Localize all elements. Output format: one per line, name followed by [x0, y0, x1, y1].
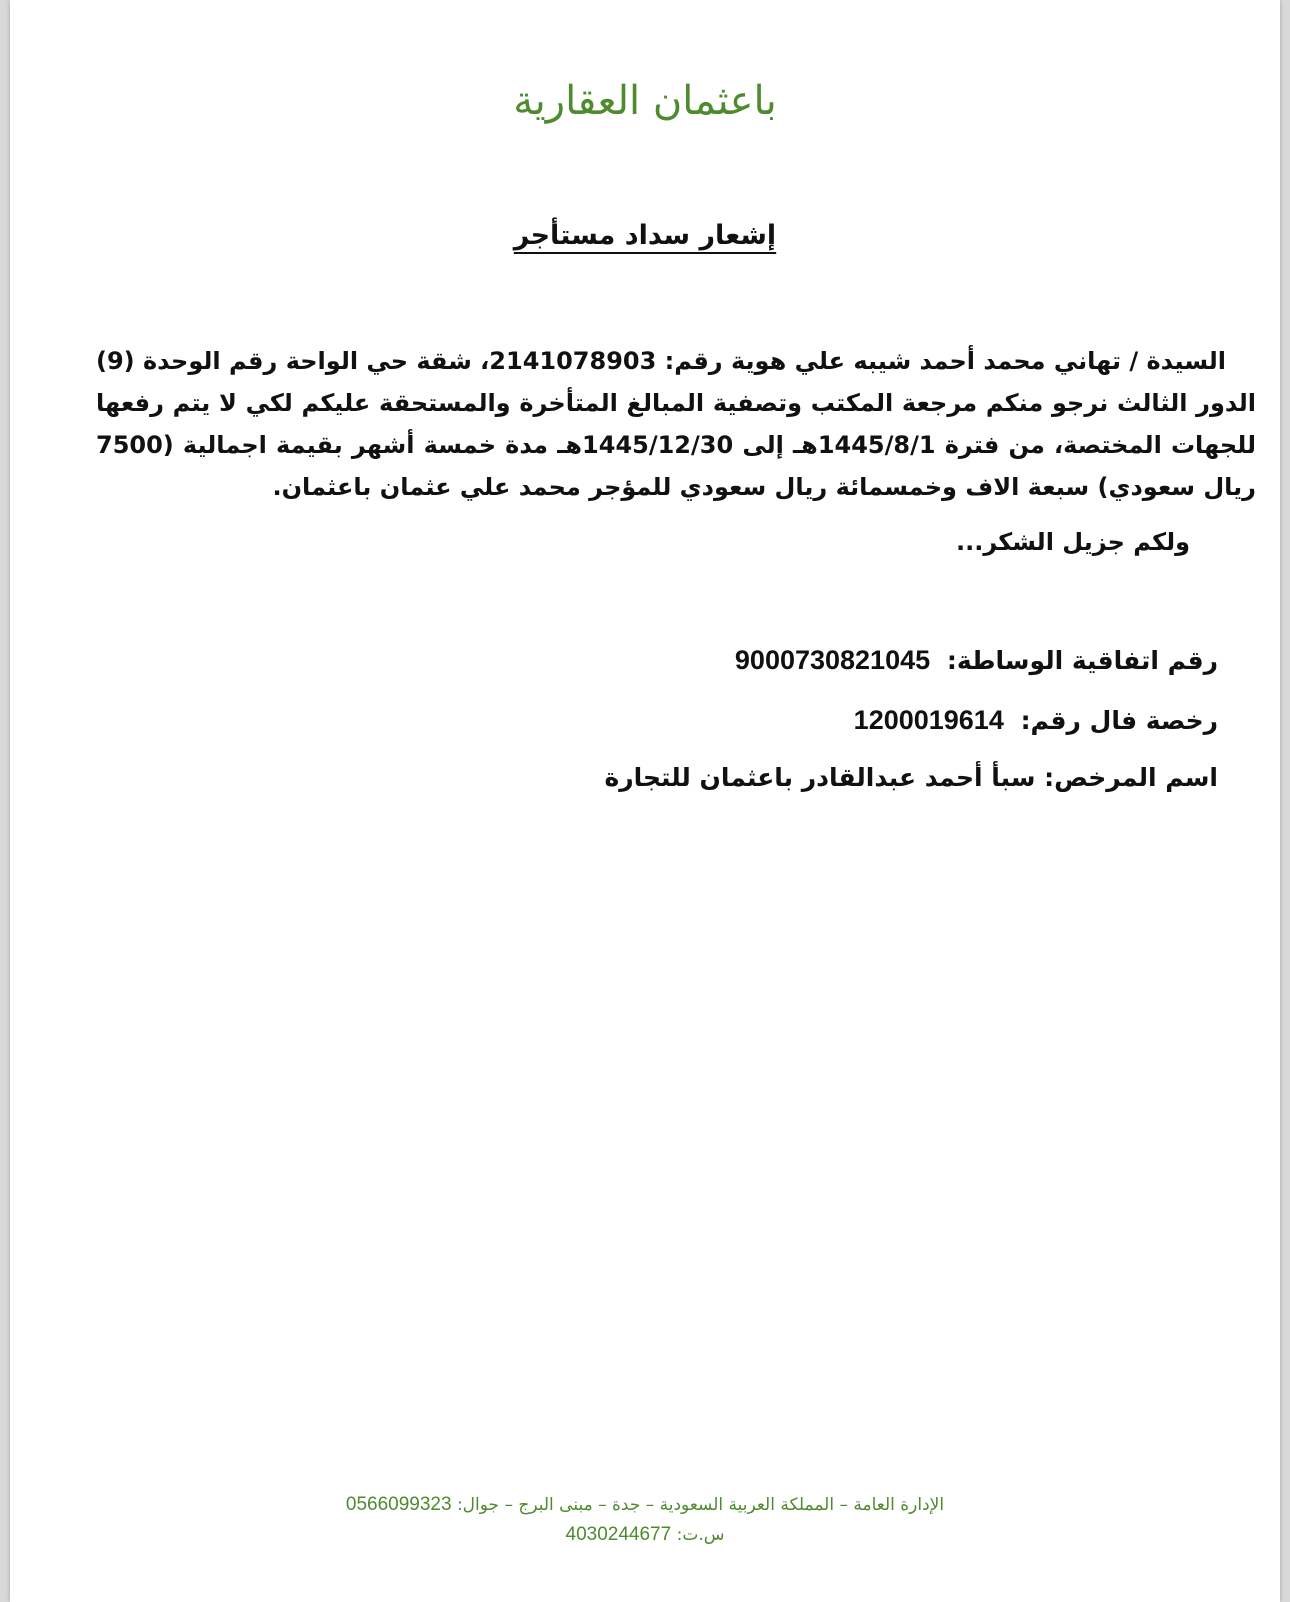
- document-title: [10, 220, 1280, 251]
- document-page: [10, 0, 1280, 1602]
- fal-license-line: [854, 705, 1218, 736]
- footer-cr-line: [10, 1520, 1280, 1550]
- brokerage-agreement-line: [735, 645, 1218, 676]
- page-footer: [10, 1490, 1280, 1550]
- brokerage-agreement-number: 9000730821045: [734, 645, 931, 675]
- footer-cr-label: س.ت:: [676, 1525, 725, 1545]
- fal-license-label: رخصة فال رقم:: [1020, 706, 1218, 735]
- footer-mobile: 0566099323: [345, 1494, 452, 1515]
- company-logo: [10, 78, 1280, 124]
- licensee-label: اسم المرخص:: [1044, 763, 1218, 792]
- letter-closing: ولكم جزيل الشكر...: [956, 528, 1190, 556]
- footer-cr-number: 4030244677: [565, 1524, 672, 1545]
- footer-address: الإدارة العامة – المملكة العربية السعودية – جدة – مبنى البرج – جوال:: [456, 1495, 945, 1515]
- licensee-name: سبأ أحمد عبدالقادر باعثمان للتجارة: [604, 763, 1036, 792]
- footer-address-line: [10, 1490, 1280, 1520]
- brokerage-agreement-label: رقم اتفاقية الوساطة:: [946, 646, 1218, 675]
- logo-text: باعثمان العقارية: [513, 78, 777, 124]
- title-text: إشعار سداد مستأجر: [513, 220, 777, 251]
- licensee-line: [604, 763, 1218, 792]
- letter-paragraph: السيدة / تهاني محمد أحمد شيبه علي هوية رقم: 2141078903، شقة حي الواحة رقم الوحدة (9) الدور الثالث نرجو منكم مرجعة المكتب وتصفية المبالغ المتأخرة والمستحقة عليكم لكي لا يتم رفعها للجهات المختصة، من فترة 1445/8/1هـ إلى 1445/12/30هـ مدة خمسة أشهر بقيمة اجمالية (7500 ريال سعودي) سبعة الاف وخمسمائة ريال سعودي للمؤجر محمد علي عثمان باعثمان.: [96, 347, 1257, 501]
- fal-license-number: 1200019614: [853, 705, 1004, 735]
- letter-body: [96, 340, 1256, 508]
